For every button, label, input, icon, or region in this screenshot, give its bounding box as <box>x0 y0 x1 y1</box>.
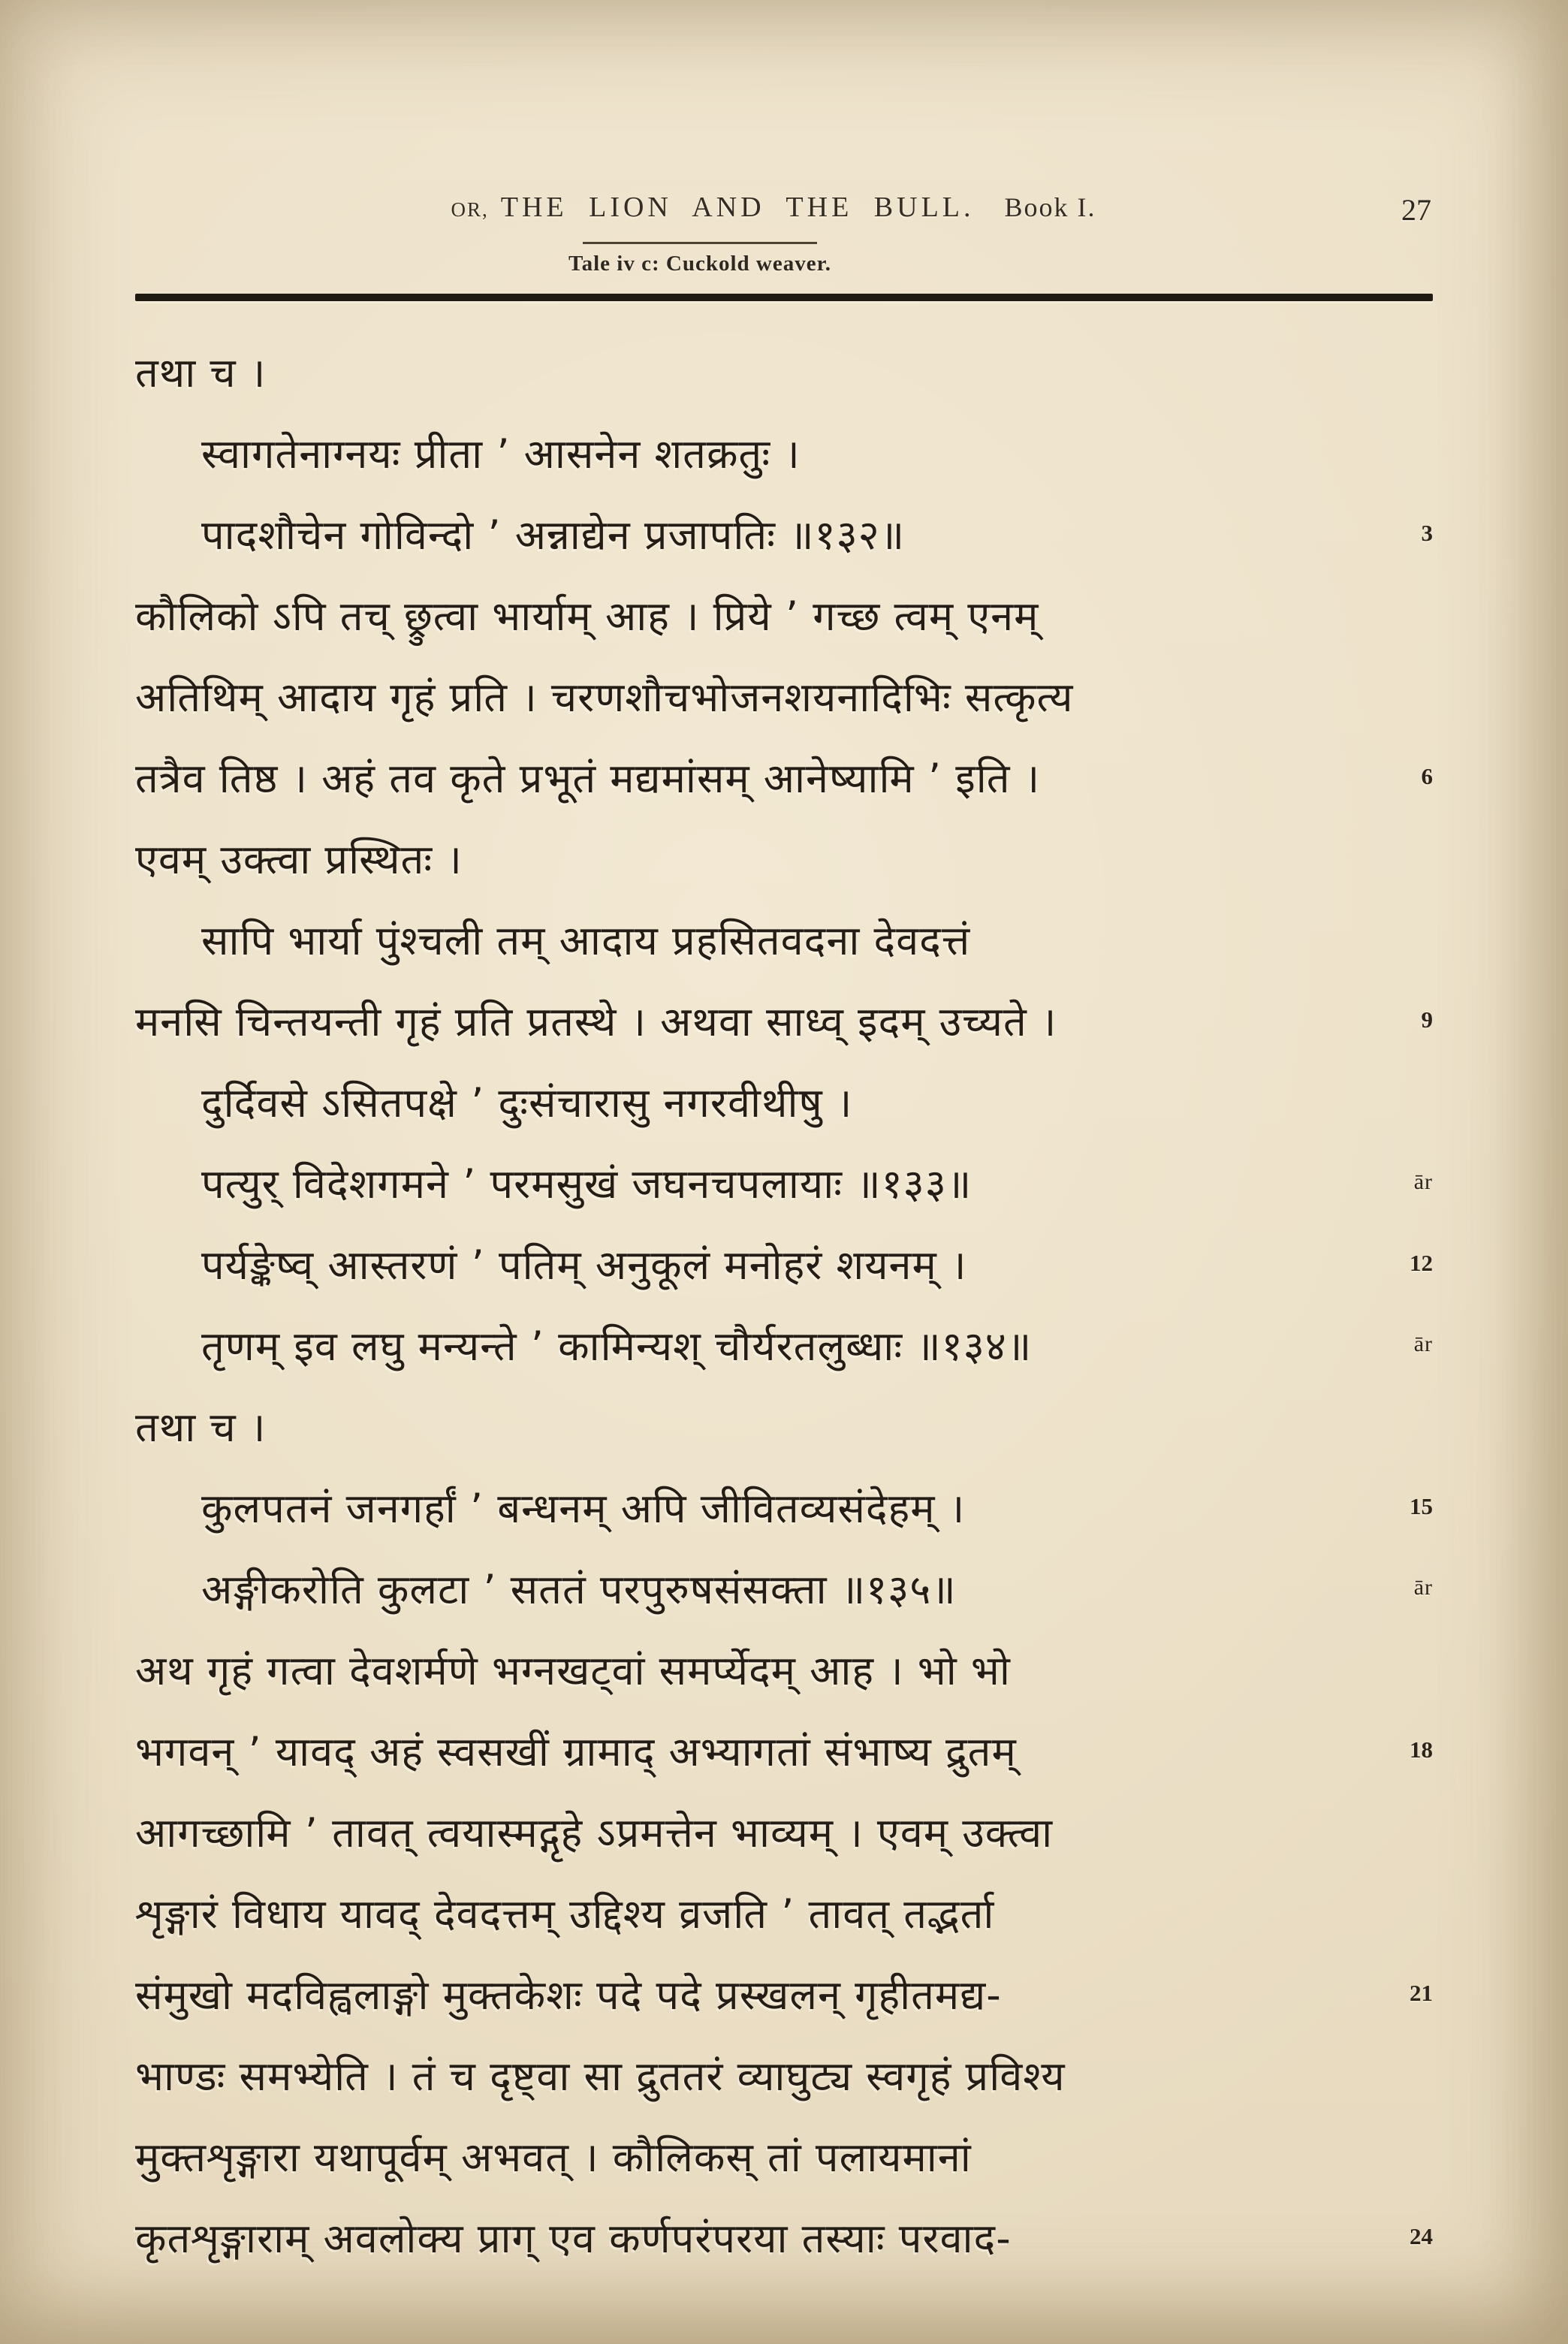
text-line <box>135 1385 1433 1466</box>
devanagari-text: पादशौचेन गोविन्दो ’ अन्नाद्येन प्रजापतिः ॥१३२॥ <box>201 511 906 559</box>
header-divider-rule <box>135 294 1433 301</box>
line-margin-label: ār <box>1413 1169 1433 1194</box>
text-line <box>135 898 1433 979</box>
page-number: 27 <box>1401 193 1431 227</box>
line-margin-label: 18 <box>1410 1736 1433 1763</box>
header-book-label: Book I. <box>1004 192 1096 222</box>
devanagari-text: अङ्गीकरोति कुलटा ’ सततं परपुरुषसंसक्ता ॥१३५॥ <box>201 1566 957 1613</box>
text-line <box>135 2115 1433 2196</box>
text-line <box>135 1790 1433 1872</box>
line-margin-label: ār <box>1413 1332 1433 1356</box>
devanagari-text: सापि भार्या पुंश्चली तम् आदाय प्रहसितवदना देवदत्तं <box>201 917 971 964</box>
text-line <box>135 1872 1433 1953</box>
line-margin-label: 24 <box>1410 2223 1433 2249</box>
text-line <box>135 574 1433 655</box>
devanagari-text: अथ गृहं गत्वा देवशर्मणे भग्नखट्वां समर्प्येदम् आह । भो भो <box>135 1647 1011 1694</box>
running-header <box>135 191 1412 224</box>
header-title: THE LION AND THE BULL. <box>500 192 975 223</box>
devanagari-text: कौलिको ऽपि तच् छ्रुत्वा भार्याम् आह । प्रिये ’ गच्छ त्वम् एनम् <box>135 593 1039 640</box>
text-line <box>135 330 1433 412</box>
text-line <box>135 1709 1433 1790</box>
text-line <box>135 412 1433 493</box>
tale-subtitle: Tale iv c: Cuckold weaver. <box>568 252 832 276</box>
line-margin-label: 3 <box>1421 520 1433 546</box>
devanagari-text: संमुखो मदविह्वलाङ्गो मुक्तकेशः पदे पदे प्रस्खलन् गृहीतमद्य- <box>135 1971 1002 2019</box>
devanagari-text: अतिथिम् आदाय गृहं प्रति । चरणशौचभोजनशयनादिभिः सत्कृत्य <box>135 674 1074 721</box>
devanagari-text: कृतशृङ्गाराम् अवलोक्य प्राग् एव कर्णपरंपरया तस्याः परवाद- <box>135 2215 1012 2262</box>
devanagari-text: भगवन् ’ यावद् अहं स्वसखीं ग्रामाद् अभ्यागतां संभाष्य द्रुतम् <box>135 1728 1017 1775</box>
text-line <box>135 1142 1433 1223</box>
devanagari-text: मनसि चिन्तयन्ती गृहं प्रति प्रतस्थे । अथवा साध्व् इदम् उच्यते । <box>135 998 1057 1045</box>
devanagari-text: तत्रैव तिष्ठ । अहं तव कृते प्रभूतं मद्यमांसम् आनेष्यामि ’ इति । <box>135 755 1041 802</box>
text-line <box>135 1223 1433 1304</box>
devanagari-text: पर्यङ्केष्व् आस्तरणं ’ पतिम् अनुकूलं मनोहरं शयनम् । <box>201 1241 967 1289</box>
line-margin-label: 9 <box>1421 1006 1433 1033</box>
devanagari-text: शृङ्गारं विधाय यावद् देवदत्तम् उद्दिश्य व्रजति ’ तावत् तद्भर्ता <box>135 1890 995 1938</box>
body-text <box>135 330 1433 2277</box>
text-line <box>135 2196 1433 2277</box>
line-margin-label: 12 <box>1410 1250 1433 1276</box>
subtitle-rule <box>583 242 817 244</box>
text-line <box>135 1304 1433 1385</box>
text-line <box>135 2034 1433 2115</box>
text-line <box>135 817 1433 898</box>
devanagari-text: आगच्छामि ’ तावत् त्वयास्मद्गृहे ऽप्रमत्तेन भाव्यम् । एवम् उक्त्वा <box>135 1809 1054 1857</box>
line-margin-label: ār <box>1413 1575 1433 1600</box>
devanagari-text: कुलपतनं जनगर्हां ’ बन्धनम् अपि जीवितव्यसंदेहम् । <box>201 1485 966 1532</box>
devanagari-text: तृणम् इव लघु मन्यन्ते ’ कामिन्यश् चौर्यरतलुब्धाः ॥१३४॥ <box>201 1323 1033 1370</box>
text-line <box>135 1060 1433 1142</box>
text-line <box>135 736 1433 817</box>
devanagari-text: तथा च । <box>135 349 267 397</box>
line-margin-label: 21 <box>1410 1980 1433 2006</box>
text-line <box>135 655 1433 736</box>
line-margin-label: 6 <box>1421 763 1433 789</box>
devanagari-text: एवम् उक्त्वा प्रस्थितः । <box>135 836 463 883</box>
text-line <box>135 979 1433 1060</box>
devanagari-text: दुर्दिवसे ऽसितपक्षे ’ दुःसंचारासु नगरवीथीषु । <box>201 1079 853 1127</box>
header-prefix: OR, <box>451 198 489 221</box>
text-line <box>135 493 1433 574</box>
devanagari-text: पत्युर् विदेशगमने ’ परमसुखं जघनचपलायाः ॥१३३॥ <box>201 1160 972 1208</box>
devanagari-text: स्वागतेनाग्नयः प्रीता ’ आसनेन शतक्रतुः । <box>201 430 801 478</box>
devanagari-text: मुक्तशृङ्गारा यथापूर्वम् अभवत् । कौलिकस् तां पलायमानां <box>135 2134 972 2181</box>
devanagari-text: तथा च । <box>135 1404 267 1451</box>
text-line <box>135 1628 1433 1709</box>
text-line <box>135 1953 1433 2034</box>
line-margin-label: 15 <box>1410 1493 1433 1519</box>
devanagari-text: भाण्डः समभ्येति । तं च दृष्ट्वा सा द्रुततरं व्याघुट्य स्वगृहं प्रविश्य <box>135 2053 1066 2100</box>
text-line <box>135 1466 1433 1547</box>
text-line <box>135 1547 1433 1628</box>
